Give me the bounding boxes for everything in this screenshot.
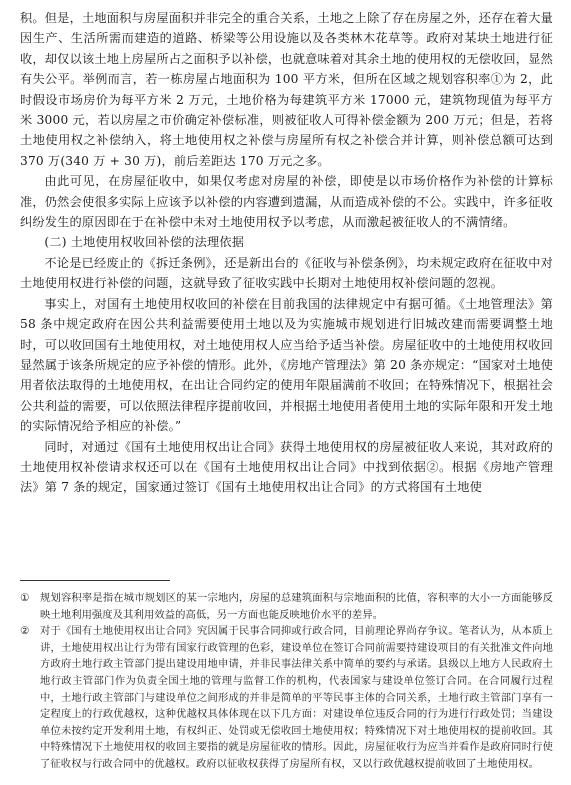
footnote-mark: ①	[20, 592, 30, 604]
paragraph: 不论是已经废止的《拆迁条例》，还是新出台的《征收与补偿条例》，均未规定政府在征收中对土地使用权进行补偿的问题，这就导致了征收实践中长期对土地使用权补偿问题的忽视。	[20, 255, 553, 291]
paragraph: 事实上，对国有土地使用权收回的补偿在目前我国的法律规定中有据可循。《土地管理法》第 58 条中规定政府在因公共利益需要使用土地以及为实施城市规划进行旧城改建而需要调整土地时，可以收回国有土地使用权，对土地使用权人应当给予适当补偿。房屋征收中的土地使用权收回显然属于该条所规定的应予补偿的情形。此外，《房地产管理法》第 20 条亦规定：“国家对土地使用者依法取得的土地使用权，在出让合同约定的使用年限届满前不收回；在特殊情况下，根据社会公共利益的需要，可以依照法律程序提前收回，并根据土地使用者使用土地的实际年限和开发土地的实际情况给予相应的补偿。”	[20, 296, 553, 434]
paragraph: 同时，对通过《国有土地使用权出让合同》获得土地使用权的房屋被征收人来说，其对政府的土地使用权补偿请求权还可以在《国有土地使用权出让合同》中找到依据②。根据《房地产管理法》第 7 条的规定，国家通过签订《国有土地使用权出让合同》的方式将国有土地使	[20, 439, 553, 495]
footnote	[20, 623, 553, 772]
footnote-text: 对于《国有土地使用权出让合同》究因属于民事合同抑或行政合同，目前理论界尚存争议。笔者认为，从本质上讲，土地使用权出让行为带有国家行政管理的色彩，建设单位在签订合同前需要持建设项目的有关批准文件向地方政府土地行政主管部门提出建设用地申请，并非民事法律关系中简单的要约与承诺。县级以上地方人民政府土地行政主管部门作为负责全国土地的管理与监督工作的机构，代表国家与建设单位签订合同。在合同履行过程中，土地行政主管部门与建设单位之间形成的并非是简单的平等民事主体的合同关系，土地行政主管部门享有一定程度上的行政优越权，这种优越权具体体现在以下几方面：对建设单位违反合同的行为进行行政处罚；当建设单位未按约定开发利用土地，有权纠正、处罚或无偿收回土地使用权；特殊情况下对土地使用权的提前收回。其中特殊情况下土地使用权的收回主要指的就是房屋征收的情形。因此，房屋征收行为应当并看作是政府同时行使了征收权与行政合同中的优越权。政府以征收权获得了房屋所有权，又以行政优越权提前收回了土地使用权。	[40, 625, 553, 770]
paragraph: 积。但是，土地面积与房屋面积并非完全的重合关系，土地之上除了存在房屋之外，还存在着大量因生产、生活所需而建造的道路、桥梁等公用设施以及各类林木花草等。政府对某块土地进行征收，却仅以该土地上房屋所占之面积予以补偿，也就意味着对其余土地的使用权的无偿收回，显然有失公平。举例而言，若一栋房屋占地面积为 100 平方米，但所在区域之规划容积率①为 2，此时假设市场房价为每平方米 2 万元，土地价格为每建筑平方米 17000 元，建筑物现值为每平方米 3000 元，若以房屋之市价确定补偿标准，则被征收人可得补偿金额为 200 万元；但是，若将土地使用权之补偿纳入，将土地使用权之补偿与房屋所有权之补偿合并计算，则补偿总额可达到 370 万(340 万 + 30 万)，前后差距达 170 万元之多。	[20, 11, 553, 168]
footnote-text: 规划容积率是指在城市规划区的某一宗地内，房屋的总建筑面积与宗地面积的比值，容积率的大小一方面能够反映土地利用强度及其利用效益的高低，另一方面也能反映地价水平的差异。	[40, 592, 553, 621]
footnotes	[20, 590, 553, 773]
section-heading: (二) 土地使用权收回补偿的法理依据	[44, 235, 245, 250]
body-text	[20, 8, 553, 498]
footnote-mark: ②	[20, 625, 30, 638]
footnote-divider	[20, 580, 170, 581]
footnote	[20, 590, 553, 623]
paragraph: 由此可见，在房屋征收中，如果仅考虑对房屋的补偿，即使是以市场价格作为补偿的计算标准，仍然会使很多实际上应该予以补偿的内容遭到遗漏，从而造成补偿的不公。实践中，许多征收纠纷发生的原因即在于在补偿中未对土地使用权予以考虑，从而激起被征收人的不满情绪。	[20, 174, 553, 230]
